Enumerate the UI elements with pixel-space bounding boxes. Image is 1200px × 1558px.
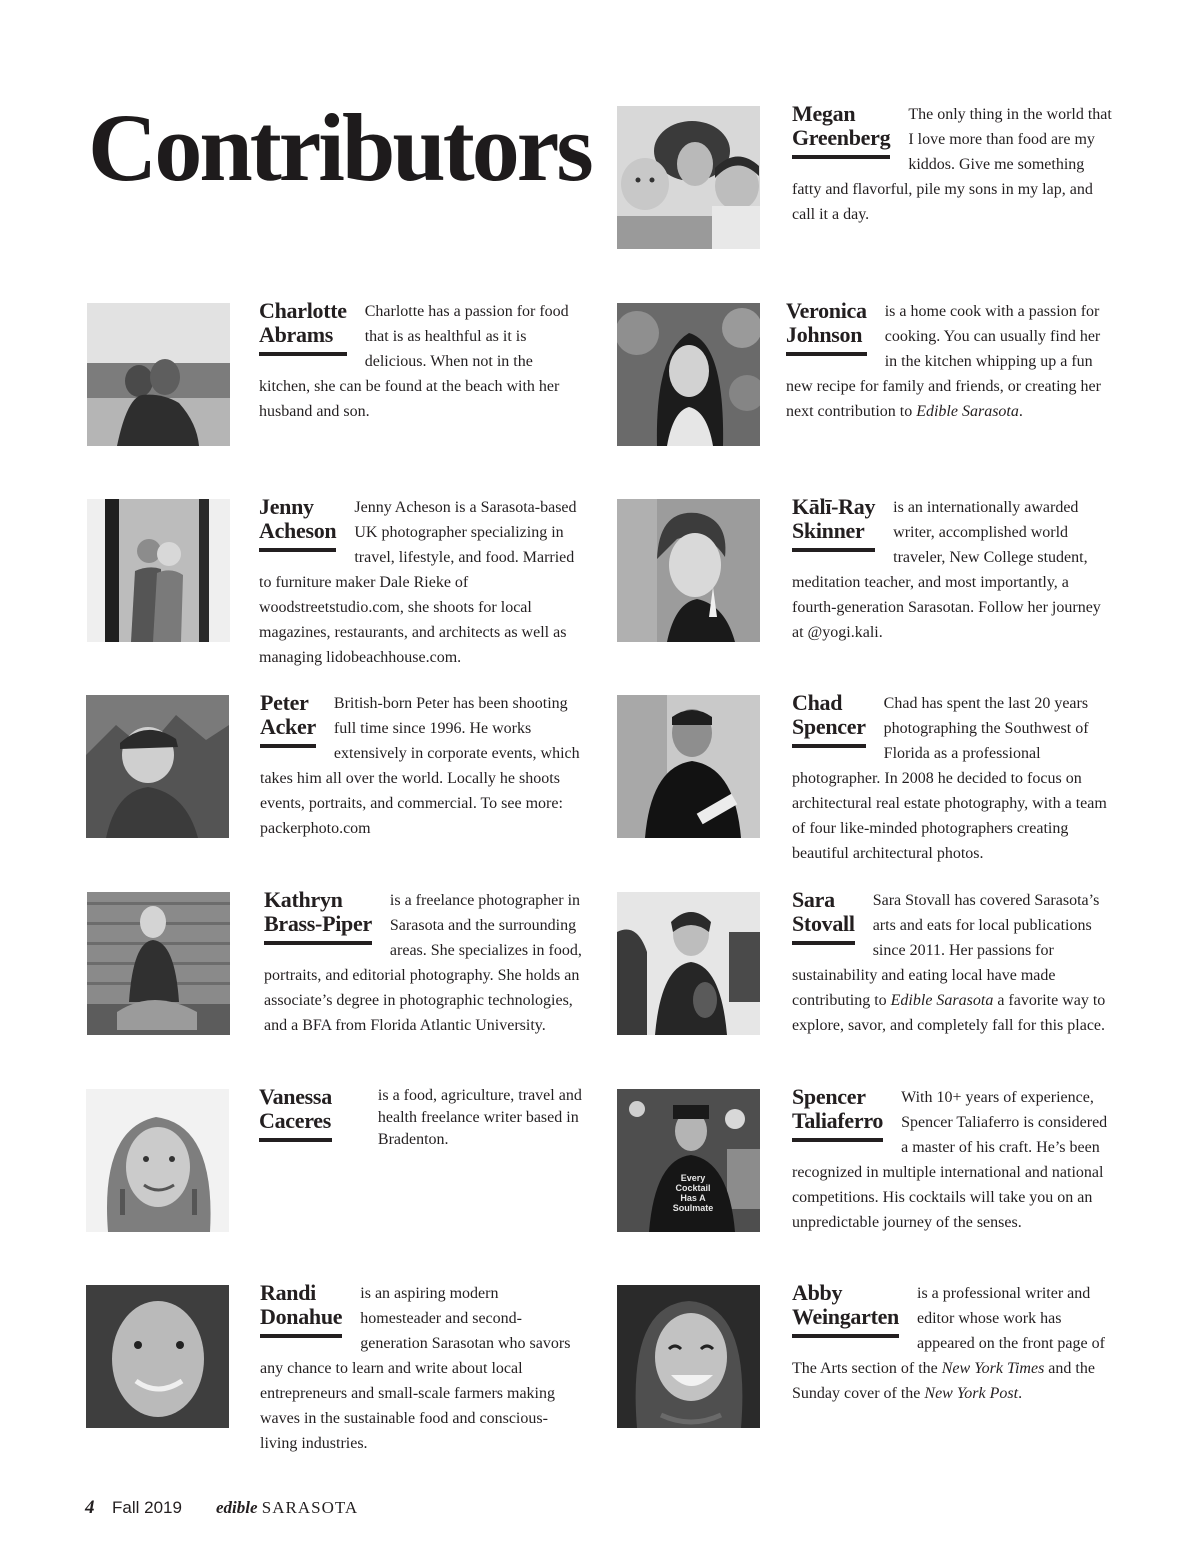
contributor-charlotte-abrams (87, 298, 584, 453)
contributor-randi-donahue (86, 1280, 583, 1452)
contributor-photo (87, 303, 230, 446)
contributor-vanessa-caceres (86, 1084, 583, 1239)
contributor-bio: Megan Greenberg The only thing in the world that I love more than food are my kiddos. Give me something fatty and flavorful, pile my sons in my lap, and call it a day. (792, 101, 1112, 223)
contributor-spencer-taliaferro (617, 1084, 1114, 1239)
contributor-bio: Chad Spencer Chad has spent the last 20 years photographing the Southwest of Florida as a professional photographer. In 2008 he decided to focus on architectural real estate photography, with a team of four like-minded photographers creating beautiful architectural photos. (792, 690, 1107, 862)
contributor-bio: Randi Donahue is an aspiring modern homesteader and second-generation Sarasotan who savors any chance to learn and write about local entrepreneurs and small-scale farmers making waves in the sustainable food and conscious-living industries. (260, 1280, 571, 1452)
contributor-bio: Peter Acker British-born Peter has been shooting full time since 1996. He works extensively in corporate events, which takes him all over the world. Locally he shoots events, portraits, and commercial. To see more: packerphoto.com (260, 690, 580, 837)
contributor-jenny-acheson (87, 494, 584, 666)
contributor-photo (617, 303, 760, 446)
portrait-couple-in-doorway-image (87, 499, 230, 642)
contributor-kathryn-brass-piper (87, 887, 584, 1042)
contributor-name: Vanessa Caceres (259, 1085, 332, 1142)
contributor-kali-ray-skinner (617, 494, 1114, 649)
contributor-photo (617, 106, 760, 249)
page-title: Contributors (88, 94, 591, 201)
svg-text:Has A: Has A (680, 1193, 706, 1203)
svg-text:Soulmate: Soulmate (672, 1203, 714, 1213)
contributor-bio: Jenny Acheson Jenny Acheson is a Sarasota-based UK photographer specializing in travel, lifestyle, and food. Married to furniture maker Dale Rieke of woodstreetstudio.com, she shoots for local magazines, restaurants, and architects as well as managing lidobeachhouse.com. (259, 494, 577, 666)
portrait-woman-with-violin-image (617, 892, 760, 1035)
contributor-photo (617, 1285, 760, 1428)
contributor-name: Charlotte Abrams (259, 299, 347, 356)
contributor-abby-weingarten (617, 1280, 1114, 1435)
contributor-sara-stovall (617, 887, 1114, 1042)
contributor-name: Spencer Taliaferro (792, 1085, 883, 1142)
contributor-photo (617, 1089, 760, 1232)
contributor-name: Peter Acker (260, 691, 316, 748)
portrait-man-bartender-tshirt-image (617, 1089, 760, 1232)
contributor-bio: Kālī-Ray Skinner is an internationally awarded writer, accomplished world traveler, New College student, meditation teacher, and most importantly, a fourth-generation Sarasotan. Follow her journey at @yogi.kali. (792, 494, 1101, 641)
contributor-name: Sara Stovall (792, 888, 855, 945)
contributor-bio: Abby Weingarten is a professional writer and editor whose work has appeared on the front page of The Arts section of the New York Times and the Sunday cover of the New York Post. (792, 1280, 1105, 1402)
page-number: 4 (85, 1497, 95, 1518)
contributor-name: Veronica Johnson (786, 299, 867, 356)
contributor-chad-spencer (617, 690, 1114, 862)
portrait-woman-brick-wall-image (87, 892, 230, 1035)
portrait-man-cap-selfie-image (86, 695, 229, 838)
contributor-veronica-johnson (617, 298, 1114, 453)
contributor-photo (617, 499, 760, 642)
contributor-name: Chad Spencer (792, 691, 866, 748)
contributor-name: Abby Weingarten (792, 1281, 899, 1338)
contributor-name: Randi Donahue (260, 1281, 342, 1338)
issue-date: Fall 2019 (112, 1498, 182, 1517)
portrait-woman-laughing-image (617, 1285, 760, 1428)
contributor-bio: Veronica Johnson is a home cook with a passion for cooking. You can usually find her in the kitchen whipping up a fun new recipe for family and friends, or creating her next contribution to Edible Sarasota. (786, 298, 1101, 420)
contributor-bio: Spencer Taliaferro With 10+ years of experience, Spencer Taliaferro is considered a master of his craft. He’s been recognized in multiple international and national competitions. His cocktails will take you on an unpredictable journey of the senses. (792, 1084, 1108, 1231)
contributor-name: Kathryn Brass-Piper (264, 888, 372, 945)
portrait-woman-short-hair-earrings-image (617, 499, 760, 642)
svg-text:Cocktail: Cocktail (675, 1183, 711, 1193)
contributor-peter-acker (86, 690, 583, 845)
contributor-photo (86, 1089, 229, 1232)
contributor-name: Jenny Acheson (259, 495, 336, 552)
contributor-photo (87, 499, 230, 642)
contributor-photo (617, 695, 760, 838)
contributor-photo (86, 1285, 229, 1428)
contributor-name: Megan Greenberg (792, 102, 890, 159)
portrait-woman-long-dark-hair-image (617, 303, 760, 446)
contributor-bio: Vanessa Caceres is a food, agriculture, travel and health freelance writer based in Bradenton. (259, 1084, 582, 1148)
contributor-photo (86, 695, 229, 838)
contributor-name: Kālī-Ray Skinner (792, 495, 875, 552)
publication-name: edible SARASOTA (216, 1498, 359, 1517)
contributor-bio: Sara Stovall Sara Stovall has covered Sarasota’s arts and eats for local publications since 2011. Her passions for sustainability and eating local have made contributing to Edible Sarasota a favorite way to explore, savor, and completely fall for this place. (792, 887, 1106, 1034)
portrait-beach-kiss-image (87, 303, 230, 446)
portrait-woman-smiling-earrings-image (86, 1089, 229, 1232)
contributor-megan-greenberg (617, 101, 1114, 256)
contributor-photo (87, 892, 230, 1035)
contributor-photo (617, 892, 760, 1035)
contributor-bio: Kathryn Brass-Piper is a freelance photographer in Sarasota and the surrounding areas. She specializes in food, portraits, and editorial photography. She holds an associate’s degree in photographic technologies, and a BFA from Florida Atlantic University. (264, 887, 582, 1034)
contributor-bio: Charlotte Abrams Charlotte has a passion for food that is as healthful as it is delicious. When not in the kitchen, she can be found at the beach with her husband and son. (259, 298, 569, 420)
portrait-woman-closeup-smile-image (86, 1285, 229, 1428)
svg-text:Every: Every (680, 1173, 706, 1183)
portrait-man-with-camera-image (617, 695, 760, 838)
portrait-mother-with-two-sons-image (617, 106, 760, 249)
